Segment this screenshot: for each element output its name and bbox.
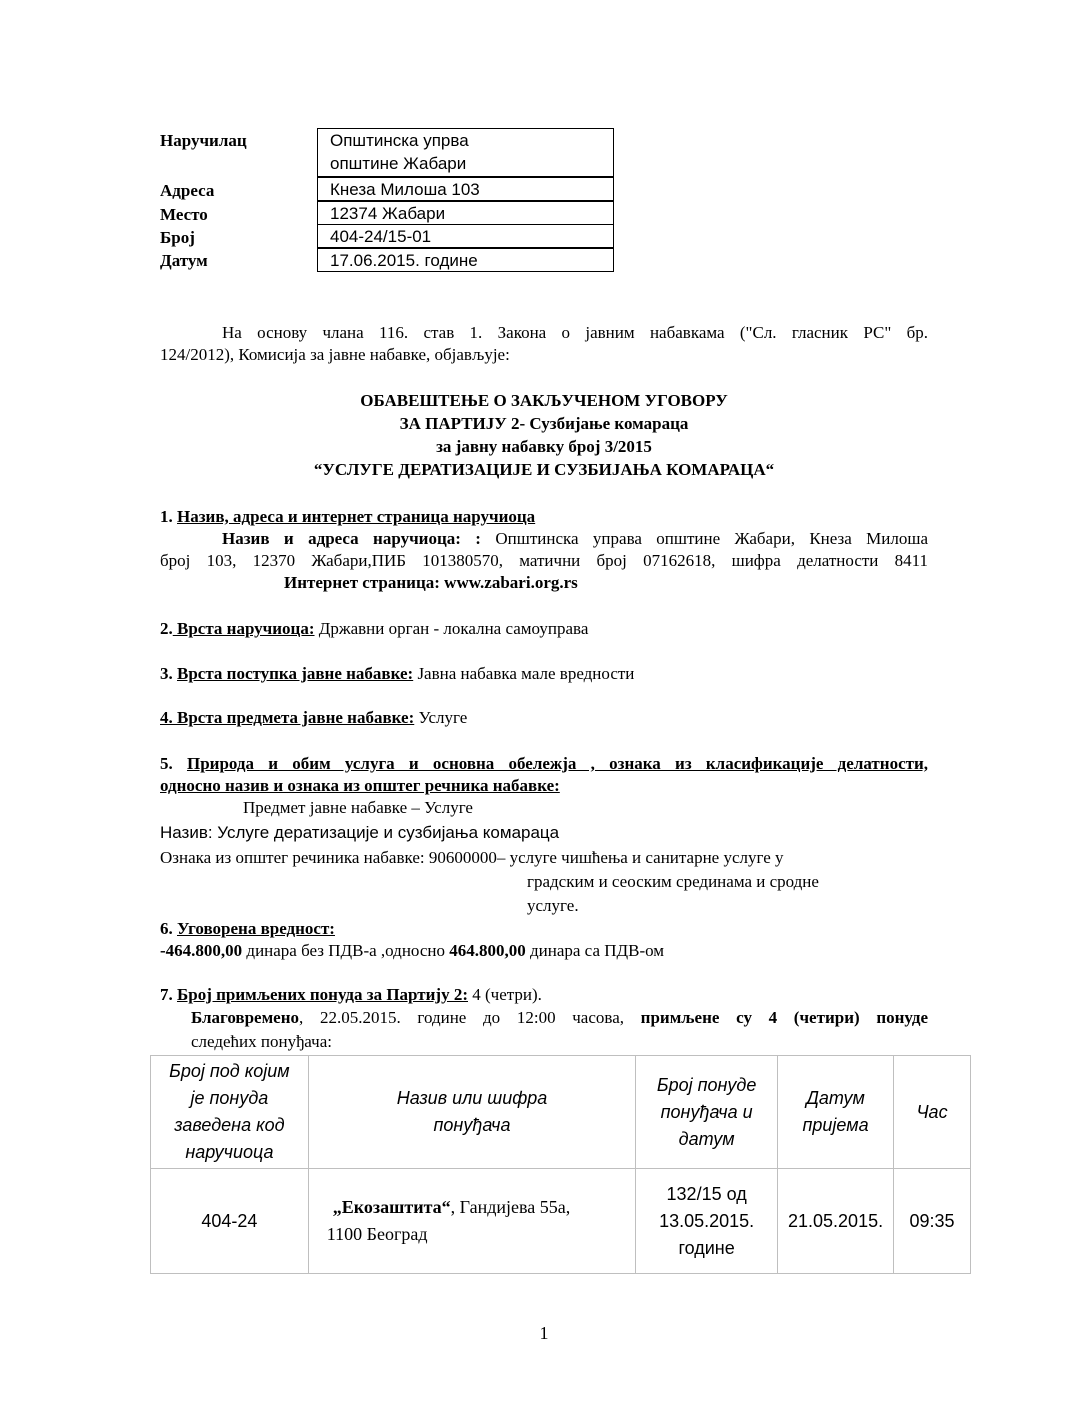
section-number: 1.	[160, 507, 177, 526]
received-count: примљене су 4 (четири) понуде	[640, 1008, 928, 1027]
header-label-date: Датум	[160, 251, 208, 270]
table-header-row	[151, 1056, 971, 1169]
bidder-name: „Екозаштита“	[332, 1197, 451, 1217]
timely-label: Благовремено	[191, 1008, 300, 1027]
section-value: Јавна набавка мале вредности	[413, 664, 635, 683]
section-6-value	[160, 940, 664, 962]
deadline-text: , 22.05.2015. године до 12:00 часова,	[299, 1008, 641, 1027]
section-5-subject: Предмет јавне набавке – Услуге	[243, 798, 473, 817]
section-title: Врста наручиоца:	[172, 619, 315, 638]
header-label-address: Адреса	[160, 181, 215, 200]
procurer-text: Општинска управа општине Жабари, Кнеза Милоша	[480, 529, 928, 548]
header-value-place: 12374 Жабари	[317, 201, 614, 225]
amount-with-vat: 464.800,00	[449, 941, 526, 960]
header-value-line: Општинска упрва	[330, 131, 469, 150]
section-7-line-3: следећих понуђача:	[191, 1032, 332, 1051]
section-title: Природа и обим услуга и основна обележја , ознака из класификације делатности,	[186, 754, 929, 773]
cell-bidder	[308, 1169, 635, 1274]
header-value-date: 17.06.2015. године	[317, 248, 614, 272]
cell-time: 09:35	[894, 1169, 971, 1274]
section-3	[160, 663, 634, 685]
column-header-time: Час	[894, 1056, 971, 1169]
header-value-line: општине Жабари	[330, 154, 467, 173]
section-title: Број примљених понуда за Партију 2:	[177, 985, 468, 1004]
section-title: 4. Врста предмета јавне набавке:	[160, 708, 415, 727]
cell-received-date: 21.05.2015.	[778, 1169, 894, 1274]
section-title: Уговорена вредност:	[177, 919, 335, 938]
section-4	[160, 707, 467, 729]
header-label-place: Место	[160, 205, 208, 224]
section-7-line-2	[191, 1007, 928, 1029]
column-header-bid-number: Број понуде понуђача и датум	[636, 1056, 778, 1169]
column-header-bidder: Назив или шифра понуђача	[308, 1056, 635, 1169]
section-number: 6.	[160, 919, 177, 938]
title-line-2: ЗА ПАРТИЈУ 2- Сузбијање комараца	[399, 414, 689, 433]
section-5-code-2: градским и сеоским срединама и сродне	[527, 872, 819, 891]
title-line-4: “УСЛУГЕ ДЕРАТИЗАЦИЈЕ И СУЗБИЈАЊА КОМАРАЦА“	[313, 460, 775, 479]
table-row	[151, 1169, 971, 1274]
section-1-line-2: број 103, 12370 Жабари,ПИБ 101380570, матични број 07162618, шифра делатности 8411	[160, 551, 928, 570]
bidder-city: 1100 Београд	[326, 1224, 428, 1244]
header-value-address: Кнеза Милоша 103	[317, 177, 614, 201]
intro-line-2: 124/2012), Комисија за јавне набавке, објављује:	[160, 345, 510, 364]
intro-line-1: На основу члана 116. став 1. Закона о јавним набавкама ("Сл. гласник РС" бр.	[222, 323, 928, 342]
section-5-heading-2: односно назив и ознака из општег речника набавке:	[160, 776, 560, 795]
header-label-procurer: Наручилац	[160, 131, 247, 150]
section-5-code-3: услуге.	[527, 896, 579, 915]
section-7-heading	[160, 984, 542, 1006]
section-number: 5.	[160, 754, 187, 773]
section-value: Услуге	[414, 708, 468, 727]
column-header-registration-number: Број под којим је понуда заведена код наручиоца	[151, 1056, 309, 1169]
header-value-procurer	[317, 128, 614, 177]
section-value: 4 (четри).	[468, 985, 542, 1004]
section-number: 7.	[160, 985, 177, 1004]
cell-registration-number: 404-24	[151, 1169, 309, 1274]
page-number: 1	[539, 1323, 549, 1343]
section-6-heading	[160, 918, 335, 940]
bidder-address: , Гандијева 55а,	[450, 1197, 571, 1217]
amount-text: динара без ПДВ-а ,односно	[242, 941, 450, 960]
amount-text: динара са ПДВ-ом	[525, 941, 665, 960]
website-line: Интернет страница: www.zabari.org.rs	[284, 573, 578, 592]
section-title: Назив, адреса и интернет страница наручиоца	[177, 507, 536, 526]
section-5-name: Назив: Услуге дератизације и сузбијања комараца	[160, 823, 560, 842]
section-value: Државни орган - локална самоуправа	[314, 619, 589, 638]
section-2	[160, 618, 588, 640]
header-value-number: 404-24/15-01	[317, 224, 614, 248]
bids-table	[150, 1055, 971, 1274]
cell-bid-number: 132/15 од 13.05.2015. године	[636, 1169, 778, 1274]
amount-without-vat: -464.800,00	[160, 941, 243, 960]
title-line-1: ОБАВЕШТЕЊЕ О ЗАКЉУЧЕНОМ УГОВОРУ	[360, 391, 728, 410]
header-label-number: Број	[160, 228, 195, 247]
section-number: 2.	[160, 619, 173, 638]
section-1-heading	[160, 506, 535, 528]
procurer-label: Назив и адреса наручиоца: :	[222, 529, 481, 548]
section-number: 3.	[160, 664, 177, 683]
section-title: Врста поступка јавне набавке:	[177, 664, 414, 683]
section-1-line-1	[222, 528, 928, 550]
column-header-received-date: Датум пријема	[778, 1056, 894, 1169]
title-line-3: за јавну набавку број 3/2015	[436, 437, 652, 456]
section-5-heading-1	[160, 753, 928, 775]
section-5-code-1: Ознака из општег речиника набавке: 90600000– услуге чишћења и санитарне услуге у	[160, 848, 784, 867]
